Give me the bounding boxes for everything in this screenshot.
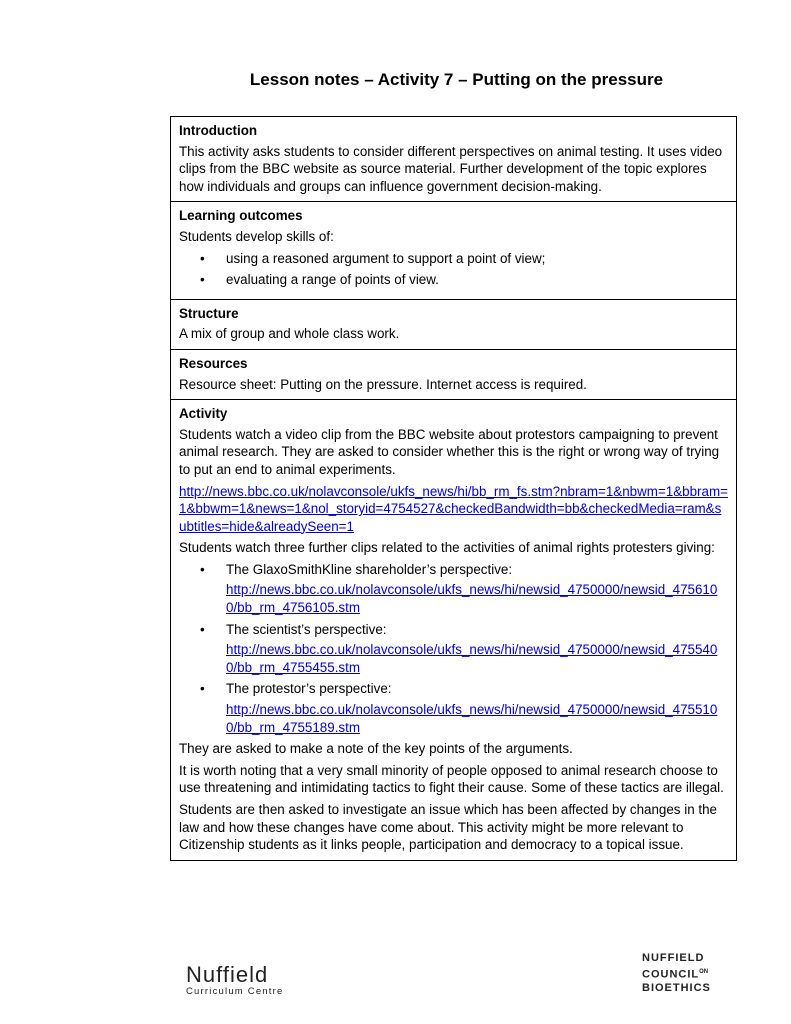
bbc-video-link[interactable]: http://news.bbc.co.uk/nolavconsole/ukfs_news/hi/bb_rm_fs.stm?nbram=1&nbwm=1&bbram=1&bbwm=1&news=1&nol_storyid=4754527&checkedBandwidth=bb&checkedMedia=ram&subtitles=hide&alreadySeen=1 <box>179 483 728 534</box>
logo-subtitle: Curriculum Centre <box>186 986 284 997</box>
list-item <box>179 561 728 617</box>
logo-line-2-text: COUNCIL <box>642 968 700 981</box>
activity-heading: Activity <box>179 406 228 422</box>
activity-paragraph-3: They are asked to make a note of the key points of the arguments. <box>179 741 573 757</box>
learning-outcomes-section <box>171 202 736 299</box>
introduction-heading: Introduction <box>179 123 258 138</box>
list-item <box>179 271 728 289</box>
structure-heading: Structure <box>179 305 239 321</box>
structure-text: A mix of group and whole class work. <box>179 326 400 342</box>
clip-label: The GlaxoSmithKline shareholder’s perspective: <box>226 561 513 577</box>
bullet-icon: • <box>200 272 205 288</box>
learning-outcomes-heading: Learning outcomes <box>179 208 303 224</box>
list-item <box>179 250 728 268</box>
logo-line-2 <box>642 966 711 982</box>
logo-on: ON <box>699 968 709 975</box>
introduction-section <box>171 117 736 202</box>
learning-outcomes-list <box>179 250 728 289</box>
list-item <box>179 621 728 677</box>
clips-list <box>179 561 728 736</box>
introduction-text: This activity asks students to consider different perspectives on animal testing. It uses video clips from the BBC website as source material. Further development of the topic explores how individuals and groups can influence government decision-making. <box>179 143 723 194</box>
lesson-notes-table <box>170 116 737 861</box>
resources-heading: Resources <box>179 355 248 371</box>
bullet-icon: • <box>200 621 205 637</box>
activity-paragraph-1: Students watch a video clip from the BBC website about protestors campaigning to prevent animal research. They are asked to consider whether this is the right or wrong way of trying to put an end to animal experiments. <box>179 426 720 477</box>
activity-section <box>171 400 736 860</box>
clip-label: The protestor’s perspective: <box>226 681 392 697</box>
logo-line-1: NUFFIELD <box>642 952 705 964</box>
clip-link[interactable]: http://news.bbc.co.uk/nolavconsole/ukfs_news/hi/newsid_4750000/newsid_4755100/bb_rm_4755189.stm <box>226 702 718 735</box>
structure-section <box>171 300 736 350</box>
resources-text: Resource sheet: Putting on the pressure. Internet access is required. <box>179 376 587 392</box>
bullet-icon: • <box>200 561 205 577</box>
page-title: Lesson notes – Activity 7 – Putting on the pressure <box>249 70 664 89</box>
clip-link[interactable]: http://news.bbc.co.uk/nolavconsole/ukfs_news/hi/newsid_4750000/newsid_4755400/bb_rm_4755455.stm <box>226 642 718 675</box>
list-item <box>179 680 728 736</box>
bullet-icon: • <box>200 250 205 266</box>
bullet-icon: • <box>200 681 205 697</box>
logo-name: Nuffield <box>186 962 269 987</box>
learning-outcomes-lead: Students develop skills of: <box>179 228 334 244</box>
nuffield-council-on-bioethics-logo <box>642 952 711 995</box>
outcome-text: evaluating a range of points of view. <box>226 272 439 288</box>
activity-paragraph-4: It is worth noting that a very small minority of people opposed to animal research choose to use threatening and intimidating tactics to fight their cause. Some of these tactics are illegal. <box>179 762 724 796</box>
activity-paragraph-2: Students watch three further clips related to the activities of animal rights protesters giving: <box>179 540 715 556</box>
activity-paragraph-5: Students are then asked to investigate an issue which has been affected by changes in the law and how these changes have come about. This activity might be more relevant to Citizenship students as it links people, participation and democracy to a topical issue. <box>179 802 717 853</box>
outcome-text: using a reasoned argument to support a point of view; <box>226 250 546 266</box>
resources-section <box>171 350 736 400</box>
nuffield-curriculum-centre-logo <box>186 962 283 997</box>
clip-label: The scientist’s perspective: <box>226 621 387 637</box>
clip-link[interactable]: http://news.bbc.co.uk/nolavconsole/ukfs_news/hi/newsid_4750000/newsid_4756100/bb_rm_4756105.stm <box>226 582 718 616</box>
logo-line-3: BIOETHICS <box>642 981 711 994</box>
